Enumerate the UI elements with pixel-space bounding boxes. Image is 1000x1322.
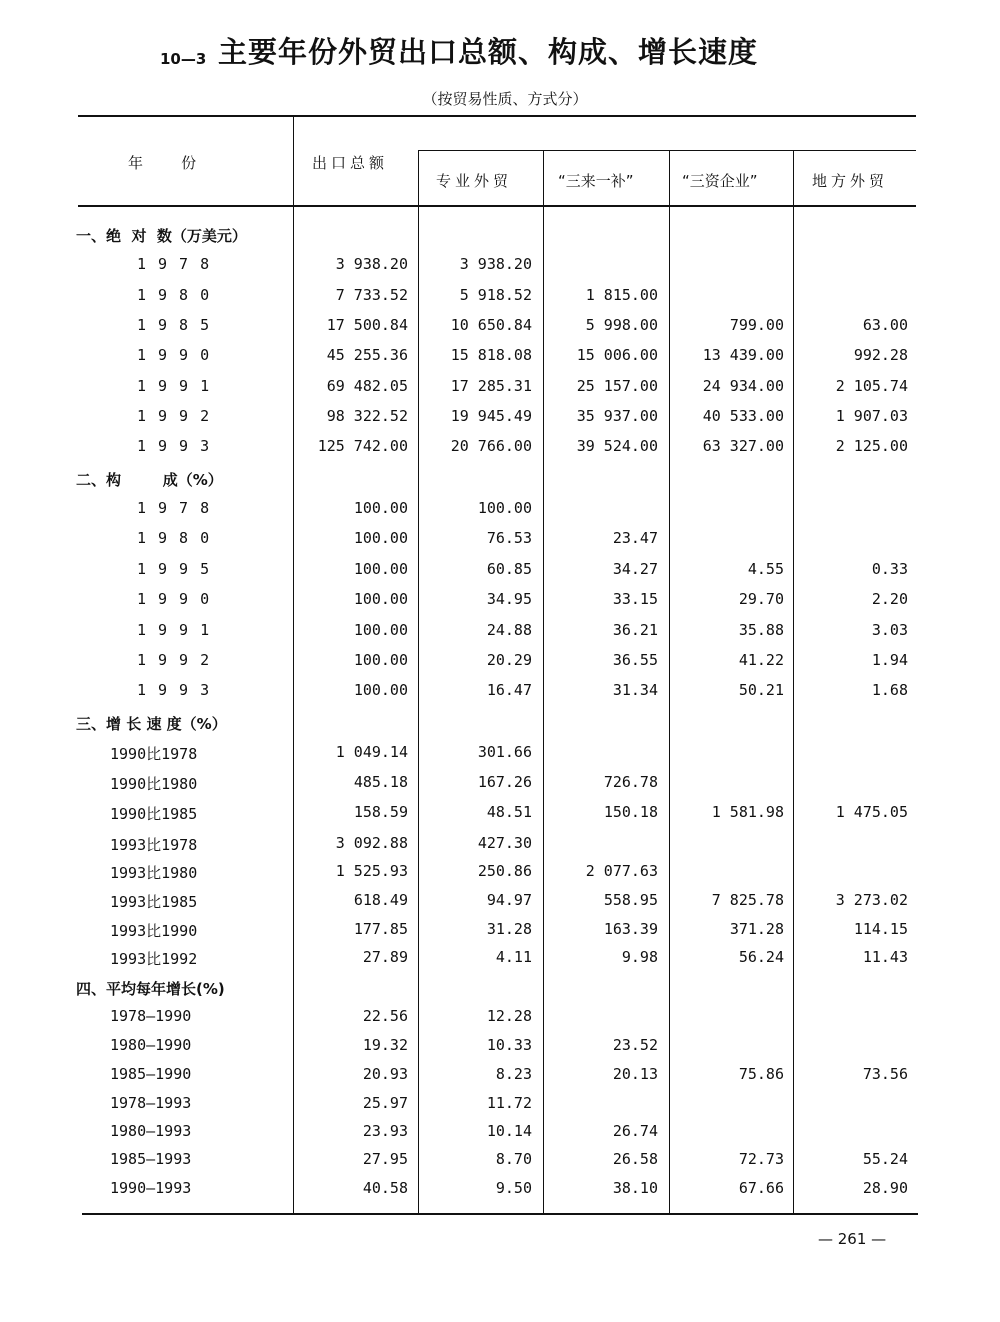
table-cell: 3 938.20 [335,255,408,273]
table-cell: 39 524.00 [576,437,658,455]
table-cell: 26.58 [612,1150,658,1168]
table-row [0,255,1000,285]
row-label: 1978—1990 [110,1007,192,1025]
table-row [0,286,1000,316]
table-cell: 427.30 [477,834,532,852]
table-cell: 27.89 [362,948,408,966]
table-cell: 1 049.14 [335,743,408,761]
row-label: 1985—1993 [110,1150,192,1168]
section-title: 一、绝 对 数（万美元） [76,227,247,245]
table-cell: 1 475.05 [835,803,908,821]
table-bottom-rule [82,1213,918,1215]
table-cell: 40.58 [362,1179,408,1197]
row-label: 1980—1993 [110,1122,192,1140]
section-row [0,225,1000,255]
table-cell: 69 482.05 [326,377,408,395]
table-cell: 20.13 [612,1065,658,1083]
table-cell: 100.00 [353,529,408,547]
table-cell: 3 938.20 [459,255,532,273]
row-label: 1993比1980 [110,864,198,882]
table-cell: 2.20 [871,590,908,608]
row-label: 1990 [137,590,222,608]
table-cell: 50.21 [738,681,784,699]
row-label: 1993 [137,437,222,455]
table-cell: 0.33 [871,560,908,578]
table-row [0,920,1000,950]
row-label: 1978—1993 [110,1094,192,1112]
row-label: 1990比1985 [110,805,198,823]
table-cell: 1.94 [871,651,908,669]
row-label: 1991 [137,621,222,639]
table-row [0,316,1000,346]
row-label: 1980—1990 [110,1036,192,1054]
table-cell: 4.11 [495,948,532,966]
row-label: 1990—1993 [110,1179,192,1197]
row-label: 1995 [137,560,222,578]
table-cell: 1 525.93 [335,862,408,880]
table-cell: 11.72 [486,1094,532,1112]
header-local: 地方外贸 [812,172,889,190]
table-cell: 22.56 [362,1007,408,1025]
table-cell: 163.39 [603,920,658,938]
row-label: 1990比1978 [110,745,198,763]
header-sanzi: “三资企业” [682,172,758,190]
table-row [0,346,1000,376]
table-cell: 63.00 [862,316,908,334]
table-row [0,560,1000,590]
table-cell: 8.70 [495,1150,532,1168]
row-label: 1991 [137,377,222,395]
table-cell: 36.55 [612,651,658,669]
table-cell: 485.18 [353,773,408,791]
table-cell: 36.21 [612,621,658,639]
row-label: 1985—1990 [110,1065,192,1083]
row-label: 1990比1980 [110,775,198,793]
table-cell: 15 006.00 [576,346,658,364]
table-cell: 9.50 [495,1179,532,1197]
table-row [0,1065,1000,1095]
table-cell: 12.28 [486,1007,532,1025]
table-cell: 19 945.49 [450,407,532,425]
table-cell: 31.34 [612,681,658,699]
table-cell: 56.24 [738,948,784,966]
table-cell: 45 255.36 [326,346,408,364]
table-cell: 48.51 [486,803,532,821]
table-cell: 73.56 [862,1065,908,1083]
table-row [0,1094,1000,1124]
table-cell: 100.00 [477,499,532,517]
table-row [0,803,1000,833]
table-cell: 2 125.00 [835,437,908,455]
table-cell: 1 581.98 [711,803,784,821]
table-row [0,834,1000,864]
table-cell: 5 918.52 [459,286,532,304]
table-cell: 25.97 [362,1094,408,1112]
section-title: 二、构 成（%） [76,471,223,489]
table-cell: 3 092.88 [335,834,408,852]
table-cell: 10.33 [486,1036,532,1054]
row-label: 1978 [137,255,222,273]
table-cell: 2 077.63 [585,862,658,880]
table-cell: 618.49 [353,891,408,909]
table-cell: 41.22 [738,651,784,669]
table-cell: 63 327.00 [702,437,784,455]
table-cell: 7 825.78 [711,891,784,909]
table-cell: 27.95 [362,1150,408,1168]
title-row [0,30,1000,80]
section-title: 三、增 长 速 度（%） [76,715,227,733]
table-cell: 125 742.00 [317,437,408,455]
table-cell: 10.14 [486,1122,532,1140]
table-cell: 250.86 [477,862,532,880]
table-cell: 301.66 [477,743,532,761]
table-cell: 17 500.84 [326,316,408,334]
page-subtitle: （按贸易性质、方式分） [422,90,588,108]
table-cell: 24.88 [486,621,532,639]
table-cell: 23.52 [612,1036,658,1054]
table-top-rule [78,115,916,117]
table-row [0,499,1000,529]
header-sanlai: “三来一补” [558,172,634,190]
table-row [0,1150,1000,1180]
table-cell: 100.00 [353,499,408,517]
table-cell: 34.95 [486,590,532,608]
row-label: 1990 [137,346,222,364]
section-row [0,469,1000,499]
table-row [0,437,1000,467]
table-cell: 7 733.52 [335,286,408,304]
table-cell: 23.47 [612,529,658,547]
table-cell: 100.00 [353,621,408,639]
table-row [0,407,1000,437]
table-cell: 371.28 [729,920,784,938]
table-cell: 20.93 [362,1065,408,1083]
section-title: 四、平均每年增长(%) [76,980,225,998]
table-row [0,773,1000,803]
table-row [0,1036,1000,1066]
table-cell: 76.53 [486,529,532,547]
row-label: 1993比1978 [110,836,198,854]
table-cell: 94.97 [486,891,532,909]
table-cell: 9.98 [621,948,658,966]
table-row [0,1007,1000,1037]
page-number: — 261 — [818,1230,887,1248]
table-cell: 100.00 [353,560,408,578]
table-cell: 177.85 [353,920,408,938]
table-cell: 3.03 [871,621,908,639]
table-cell: 98 322.52 [326,407,408,425]
row-label: 1980 [137,529,222,547]
table-cell: 17 285.31 [450,377,532,395]
row-label: 1993比1992 [110,950,198,968]
table-number: 10—3 [160,50,207,68]
table-cell: 150.18 [603,803,658,821]
table-row [0,377,1000,407]
table-cell: 55.24 [862,1150,908,1168]
header-bottom-rule [78,205,916,207]
table-cell: 992.28 [853,346,908,364]
table-cell: 114.15 [853,920,908,938]
table-row [0,681,1000,711]
table-cell: 38.10 [612,1179,658,1197]
section-row [0,978,1000,1008]
table-cell: 100.00 [353,651,408,669]
table-row [0,743,1000,773]
table-cell: 4.55 [747,560,784,578]
table-cell: 158.59 [353,803,408,821]
table-cell: 20.29 [486,651,532,669]
table-cell: 726.78 [603,773,658,791]
table-cell: 20 766.00 [450,437,532,455]
table-cell: 10 650.84 [450,316,532,334]
table-cell: 5 998.00 [585,316,658,334]
table-cell: 31.28 [486,920,532,938]
table-cell: 3 273.02 [835,891,908,909]
table-row [0,529,1000,559]
table-cell: 799.00 [729,316,784,334]
table-cell: 100.00 [353,681,408,699]
page-title: 主要年份外贸出口总额、构成、增长速度 [218,35,759,69]
table-cell: 26.74 [612,1122,658,1140]
table-cell: 28.90 [862,1179,908,1197]
table-cell: 19.32 [362,1036,408,1054]
row-label: 1993比1990 [110,922,198,940]
table-cell: 29.70 [738,590,784,608]
row-label: 1993比1985 [110,893,198,911]
table-row [0,651,1000,681]
table-cell: 100.00 [353,590,408,608]
table-cell: 40 533.00 [702,407,784,425]
table-cell: 15 818.08 [450,346,532,364]
table-cell: 34.27 [612,560,658,578]
table-row [0,948,1000,978]
table-cell: 25 157.00 [576,377,658,395]
table-cell: 72.73 [738,1150,784,1168]
table-row [0,1122,1000,1152]
subheader-rule [418,150,916,151]
table-cell: 558.95 [603,891,658,909]
table-cell: 11.43 [862,948,908,966]
table-row [0,621,1000,651]
table-row [0,1179,1000,1209]
table-row [0,862,1000,892]
table-cell: 75.86 [738,1065,784,1083]
table-cell: 33.15 [612,590,658,608]
table-row [0,590,1000,620]
table-cell: 8.23 [495,1065,532,1083]
table-cell: 2 105.74 [835,377,908,395]
header-year: 年 份 [128,154,197,172]
table-cell: 1.68 [871,681,908,699]
row-label: 1992 [137,651,222,669]
table-cell: 24 934.00 [702,377,784,395]
header-total: 出口总额 [312,154,389,172]
row-label: 1985 [137,316,222,334]
table-cell: 67.66 [738,1179,784,1197]
table-cell: 13 439.00 [702,346,784,364]
section-row [0,713,1000,743]
row-label: 1978 [137,499,222,517]
table-cell: 35 937.00 [576,407,658,425]
header-specialized: 专业外贸 [436,172,513,190]
table-row [0,891,1000,921]
table-cell: 167.26 [477,773,532,791]
table-cell: 23.93 [362,1122,408,1140]
row-label: 1993 [137,681,222,699]
table-cell: 16.47 [486,681,532,699]
row-label: 1992 [137,407,222,425]
row-label: 1980 [137,286,222,304]
table-cell: 1 907.03 [835,407,908,425]
table-cell: 35.88 [738,621,784,639]
table-cell: 1 815.00 [585,286,658,304]
table-cell: 60.85 [486,560,532,578]
